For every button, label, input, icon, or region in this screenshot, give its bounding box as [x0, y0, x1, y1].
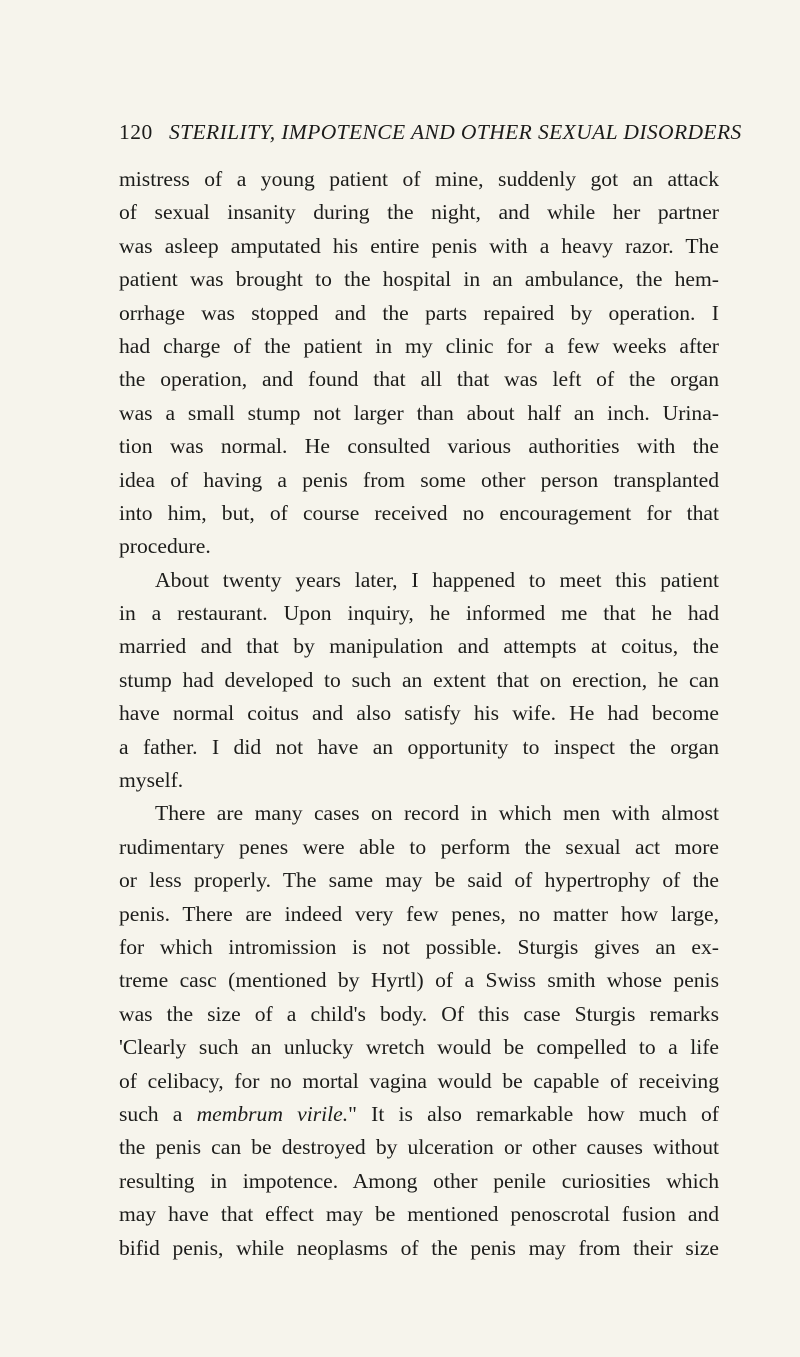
text-line: idea of having a penis from some other person transplanted [119, 467, 719, 492]
text-line: tion was normal. He consulted various authorities with the [119, 434, 719, 459]
text-line: a father. I did not have an opportunity to inspect the organ [119, 734, 719, 759]
text-line: married and that by manipulation and attempts at coitus, the [119, 634, 719, 659]
text-line: the operation, and found that all that was left of the organ [119, 367, 719, 392]
text-line: stump had developed to such an extent that on erection, he can [119, 667, 719, 692]
text-line: rudimentary penes were able to perform the sexual act more [119, 834, 719, 859]
text-line [119, 1098, 719, 1131]
text-line: 'Clearly such an unlucky wretch would be compelled to a life [119, 1035, 719, 1060]
text-line: penis. There are indeed very few penes, no matter how large, [119, 901, 719, 926]
text-line: procedure. [119, 534, 211, 559]
text-line: of celibacy, for no mortal vagina would be capable of receiving [119, 1068, 719, 1093]
text-line: was the size of a child's body. Of this case Sturgis remarks [119, 1001, 719, 1026]
text-line: the penis can be destroyed by ulceration or other causes without [119, 1135, 719, 1160]
text-line: About twenty years later, I happened to meet this patient [155, 567, 719, 592]
text-line: of sexual insanity during the night, and while her partner [119, 200, 719, 225]
text-line: orrhage was stopped and the parts repaired by operation. I [119, 300, 719, 325]
text-line: was asleep amputated his entire penis with a heavy razor. The [119, 233, 719, 258]
line-segment: such a [119, 1101, 197, 1126]
text-line: patient was brought to the hospital in an ambulance, the hem- [119, 267, 719, 292]
line-segment: " It is also remarkable how much of [348, 1101, 719, 1126]
text-line: mistress of a young patient of mine, suddenly got an attack [119, 167, 719, 191]
text-line: or less properly. The same may be said of hypertrophy of the [119, 868, 719, 893]
text-line: was a small stump not larger than about half an inch. Urina- [119, 400, 719, 425]
text-line: treme casc (mentioned by Hyrtl) of a Swiss smith whose penis [119, 968, 719, 993]
italic-latin-phrase: membrum virile. [196, 1101, 349, 1126]
text-line: resulting in impotence. Among other penile curiosities which [119, 1168, 719, 1193]
page-number: 120 [119, 120, 153, 144]
text-line: There are many cases on record in which men with almost [155, 801, 719, 826]
text-line: in a restaurant. Upon inquiry, he informed me that he had [119, 601, 719, 626]
body-text [119, 163, 719, 1265]
text-line: into him, but, of course received no encouragement for that [119, 500, 719, 525]
text-line: myself. [119, 768, 184, 793]
text-line: have normal coitus and also satisfy his wife. He had become [119, 701, 719, 726]
text-line: bifid penis, while neoplasms of the penis may from their size [119, 1235, 719, 1260]
text-line: had charge of the patient in my clinic for a few weeks after [119, 333, 719, 358]
running-title: STERILITY, IMPOTENCE AND OTHER SEXUAL DISORDERS [169, 120, 742, 144]
running-head [119, 115, 742, 149]
text-line: may have that effect may be mentioned penoscrotal fusion and [119, 1202, 719, 1227]
text-line: for which intromission is not possible. Sturgis gives an ex- [119, 934, 719, 959]
